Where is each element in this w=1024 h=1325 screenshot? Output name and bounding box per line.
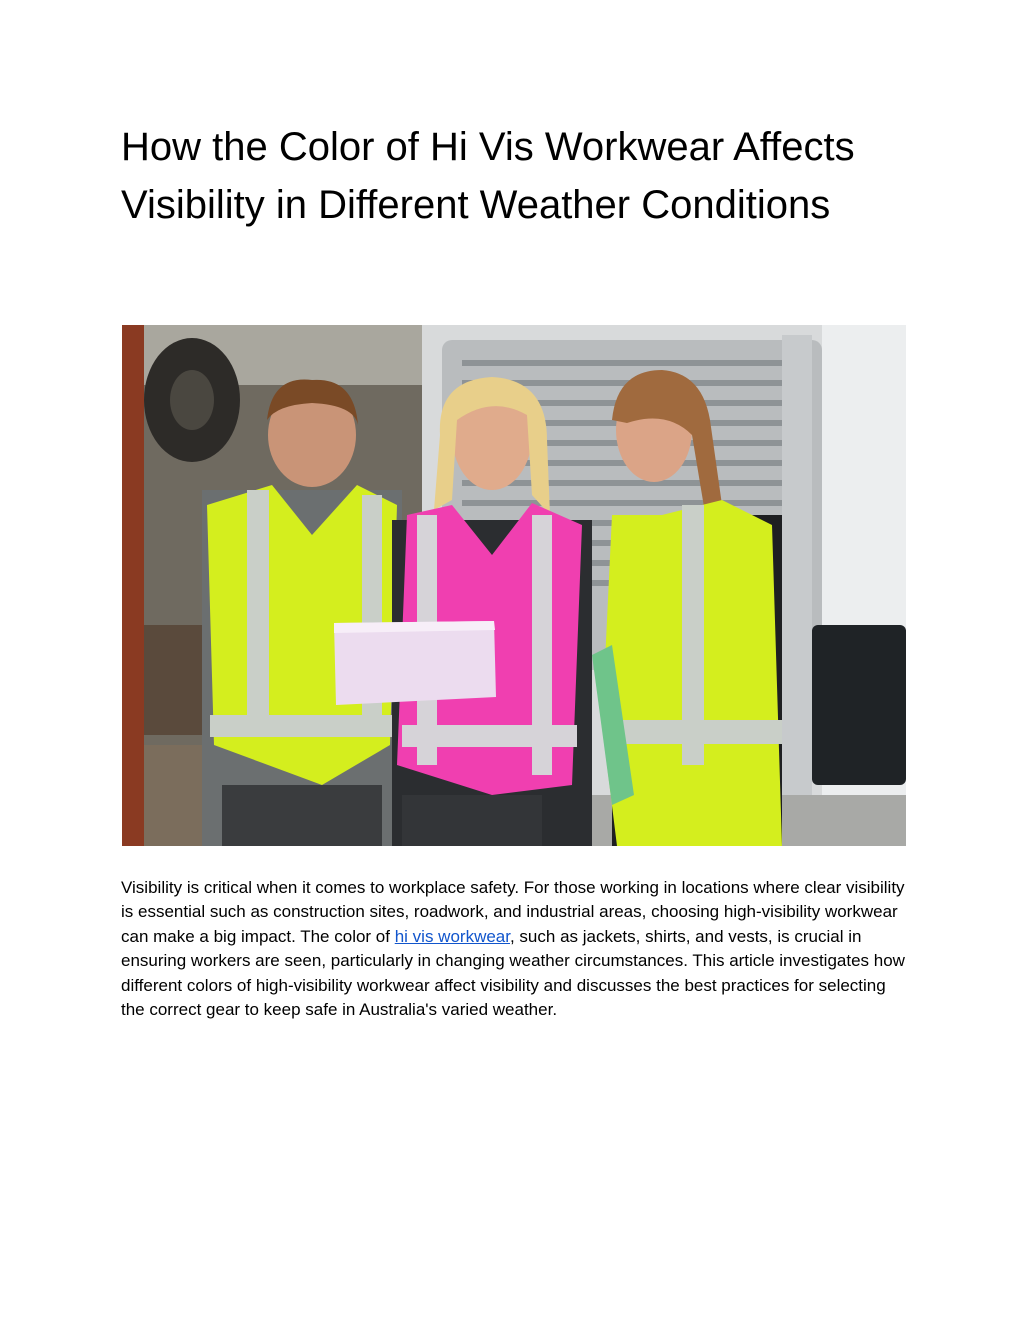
paragraph-text-after-link: , such as jackets, shirts, and vests, is crucial in ensuring workers are seen, particularly in changing weather circumstances. This article investigates how different colors of high-visibility workwear affect visibility and discusses the best practices for selecting the correct gear to keep safe in Australia's varied weather. — [121, 926, 905, 1020]
article-photo — [122, 325, 906, 846]
workers-in-hi-vis-photo — [122, 325, 906, 846]
hi-vis-workwear-link[interactable]: hi vis workwear — [394, 926, 510, 946]
article-paragraph — [121, 876, 911, 1022]
paragraph-text-before-link: Visibility is critical when it comes to workplace safety. For those working in locations where clear visibility is essential such as construction sites, roadwork, and industrial areas, choosing high-visibility workwear can make a big impact. The color of — [121, 878, 905, 946]
article-title: How the Color of Hi Vis Workwear Affects Visibility in Different Weather Conditions — [121, 125, 855, 227]
